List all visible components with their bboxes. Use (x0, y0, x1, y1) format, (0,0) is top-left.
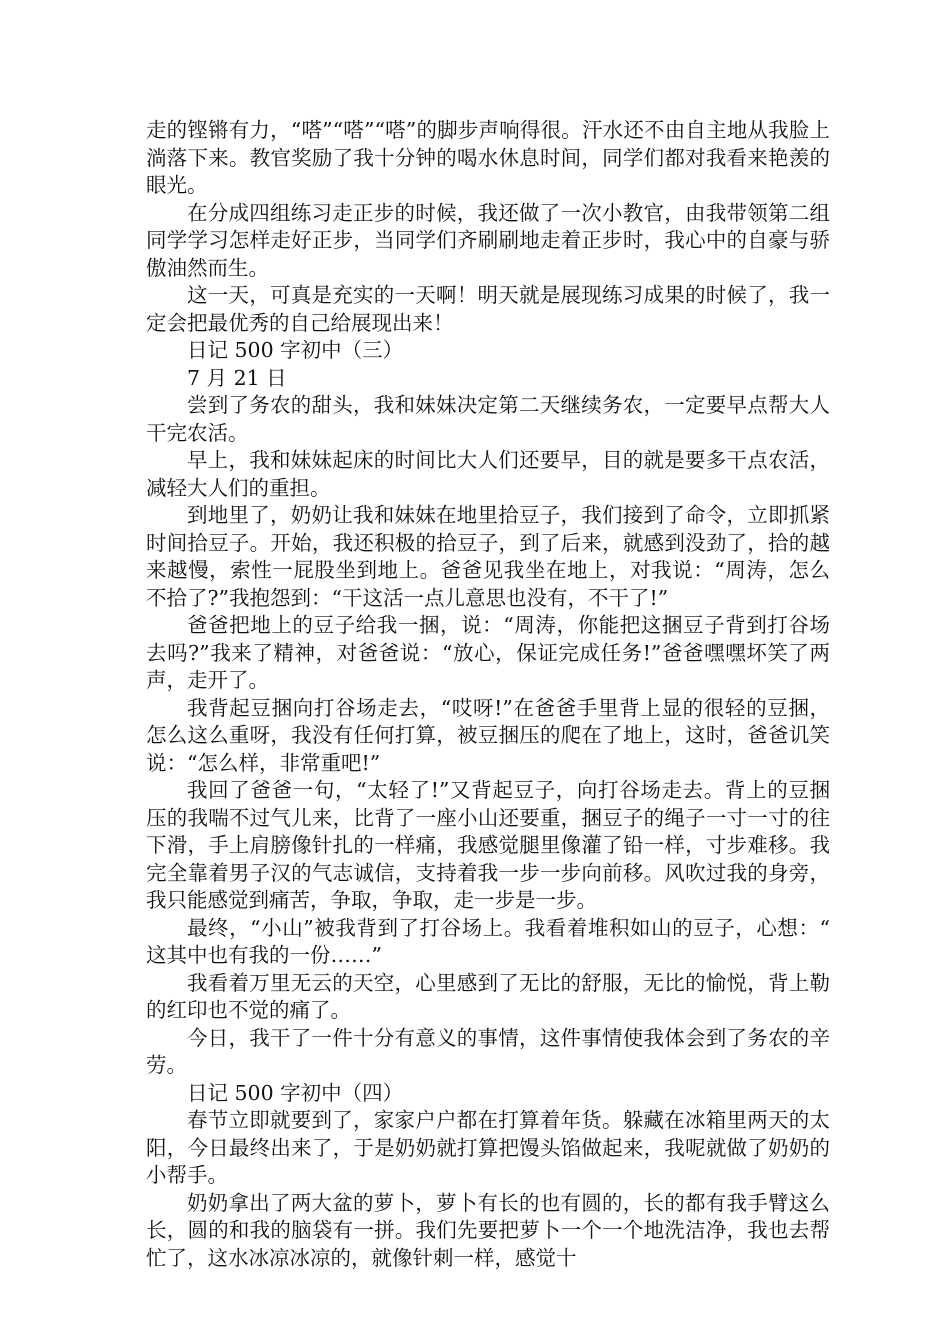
paragraph-sky: 我看着万里无云的天空，心里感到了无比的舒服，无比的愉悦，背上勒的红印也不觉的痛了。 (146, 970, 830, 1022)
paragraph-fulfilling-day: 这一天，可真是充实的一天啊！明天就是展现练习成果的时候了，我一定会把最优秀的自己给展现出来！ (146, 283, 830, 335)
paragraph-drill-praise: 走的铿锵有力，“嗒”“嗒”“嗒”的脚步声响得很。汗水还不由自主地从我脸上淌落下来。教官奖励了我十分钟的喝水休息时间，同学们都对我看来艳羡的眼光。 (146, 118, 830, 197)
paragraph-meaningful-day: 今日，我干了一件十分有意义的事情，这件事情使我体会到了务农的辛劳。 (146, 1025, 830, 1077)
diary-date: 7 月 21 日 (187, 365, 287, 390)
paragraph-picking-beans: 到地里了，奶奶让我和妹妹在地里拾豆子，我们接到了命令，立即抓紧时间拾豆子。开始，我还积极的拾豆子，到了后来，就感到没劲了，拾的越来越慢，索性一屁股坐到地上。爸爸见我坐在地上，对我说：“周涛，怎么不拾了?”我抱怨到：“干这活一点儿意思也没有，不干了!” (146, 503, 830, 610)
paragraph-spring-festival: 春节立即就要到了，家家户户都在打算着年货。躲藏在冰箱里两天的太阳，今日最终出来了，于是奶奶就打算把馒头馅做起来，我呢就做了奶奶的小帮手。 (146, 1108, 830, 1187)
paragraph-radishes: 奶奶拿出了两大盆的萝卜，萝卜有长的也有圆的，长的都有我手臂这么长，圆的和我的脑袋有一拼。我们先要把萝卜一个一个地洗洁净，我也去帮忙了，这水冰凉冰凉的，就像针刺一样，感觉十 (146, 1190, 830, 1270)
document-page (146, 117, 830, 1272)
paragraph-carry-bundle: 爸爸把地上的豆子给我一捆，说：“周涛，你能把这捆豆子背到打谷场去吗?”我来了精神，对爸爸说：“放心，保证完成任务!”爸爸嘿嘿坏笑了两声，走开了。 (146, 613, 830, 692)
paragraph-struggle: 我回了爸爸一句，“太轻了!”又背起豆子，向打谷场走去。背上的豆捆压的我喘不过气儿来，比背了一座小山还要重，捆豆子的绳子一寸一寸的往下滑，手上肩膀像针扎的一样痛，我感觉腿里像灌了铅一样，寸步难移。我完全靠着男子汉的气志诚信，支持着我一步一步向前移。风吹过我的身旁，我只能感觉到痛苦，争取，争取，走一步是一步。 (146, 778, 830, 912)
paragraph-continue-farming: 尝到了务农的甜头，我和妹妹决定第二天继续务农，一定要早点帮大人干完农活。 (146, 393, 830, 445)
paragraph-early-rise: 早上，我和妹妹起床的时间比大人们还要早，目的就是要多干点农活，减轻大人们的重担。 (146, 448, 830, 500)
paragraph-mini-instructor: 在分成四组练习走正步的时候，我还做了一次小教官，由我带领第二组同学学习怎样走好正步，当同学们齐刷刷地走着正步时，我心中的自豪与骄傲油然而生。 (146, 200, 830, 280)
paragraph-heavy-bundle: 我背起豆捆向打谷场走去，“哎呀!”在爸爸手里背上显的很轻的豆捆，怎么这么重呀，我没有任何打算，被豆捆压的爬在了地上，这时，爸爸讥笑说：“怎么样，非常重吧!” (146, 695, 830, 775)
paragraph-reached-threshing-floor: 最终，“小山”被我背到了打谷场上。我看着堆积如山的豆子，心想：“这其中也有我的一份……” (146, 915, 830, 967)
section-heading-3: 日记 500 字初中（三） (187, 338, 404, 362)
section-heading-4: 日记 500 字初中（四） (187, 1080, 404, 1105)
